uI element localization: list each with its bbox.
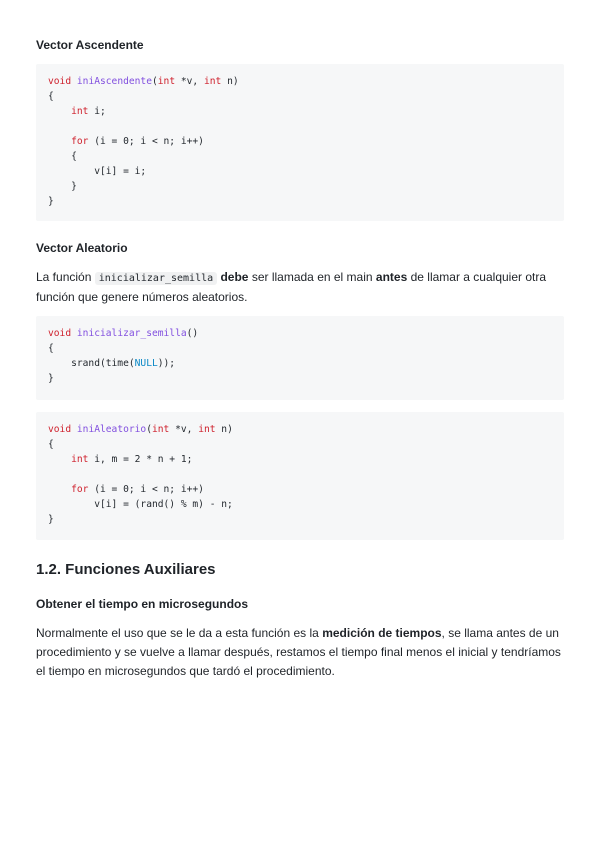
- code-line: v[i] = i;: [48, 166, 147, 177]
- code-block-inicializar-semilla: [36, 316, 564, 400]
- code-line: }: [48, 373, 54, 384]
- code-line: for (i = 0; i < n; i++): [71, 136, 204, 147]
- heading-vector-ascendente: Vector Ascendente: [36, 38, 144, 52]
- heading-vector-aleatorio: Vector Aleatorio: [36, 241, 128, 255]
- code-line: srand(time(NULL));: [48, 358, 176, 369]
- code-line: int i;: [71, 106, 106, 117]
- heading-obtener-tiempo: Obtener el tiempo en microsegundos: [36, 597, 249, 611]
- code-ini-aleatorio: [48, 422, 552, 527]
- code-block-ini-ascendente: [36, 64, 564, 221]
- code-line: {: [48, 151, 77, 162]
- code-line: void iniAleatorio(int *v, int n): [48, 424, 233, 435]
- code-line: v[i] = (rand() % m) - n;: [48, 499, 233, 510]
- code-block-ini-aleatorio: [36, 412, 564, 540]
- code-ini-ascendente: [48, 74, 552, 209]
- code-line: void inicializar_semilla(): [48, 328, 199, 339]
- code-inicializar-semilla: [48, 326, 552, 386]
- code-line: }: [48, 196, 54, 207]
- code-line: }: [48, 181, 77, 192]
- code-line: for (i = 0; i < n; i++): [71, 484, 204, 495]
- paragraph-semilla: La función inicializar_semilla debe ser llamada en el main antes de llamar a cualquier otra función que genere números aleatorios.: [36, 270, 547, 304]
- code-line: {: [48, 439, 54, 450]
- code-line: {: [48, 91, 54, 102]
- code-line: {: [48, 343, 54, 354]
- code-line: void iniAscendente(int *v, int n): [48, 76, 239, 87]
- paragraph-medicion-tiempos: Normalmente el uso que se le da a esta función es la medición de tiempos, se llama antes de un procedimiento y se vuelve a llamar después, restamos el tiempo final menos el inicial y tendríamos el tiempo en microsegundos que tardó el procedimiento.: [36, 626, 561, 678]
- inline-code-inicializar-semilla: inicializar_semilla: [95, 272, 217, 285]
- code-line: }: [48, 514, 54, 525]
- code-line: int i, m = 2 * n + 1;: [71, 454, 193, 465]
- heading-funciones-auxiliares: 1.2. Funciones Auxiliares: [36, 561, 216, 578]
